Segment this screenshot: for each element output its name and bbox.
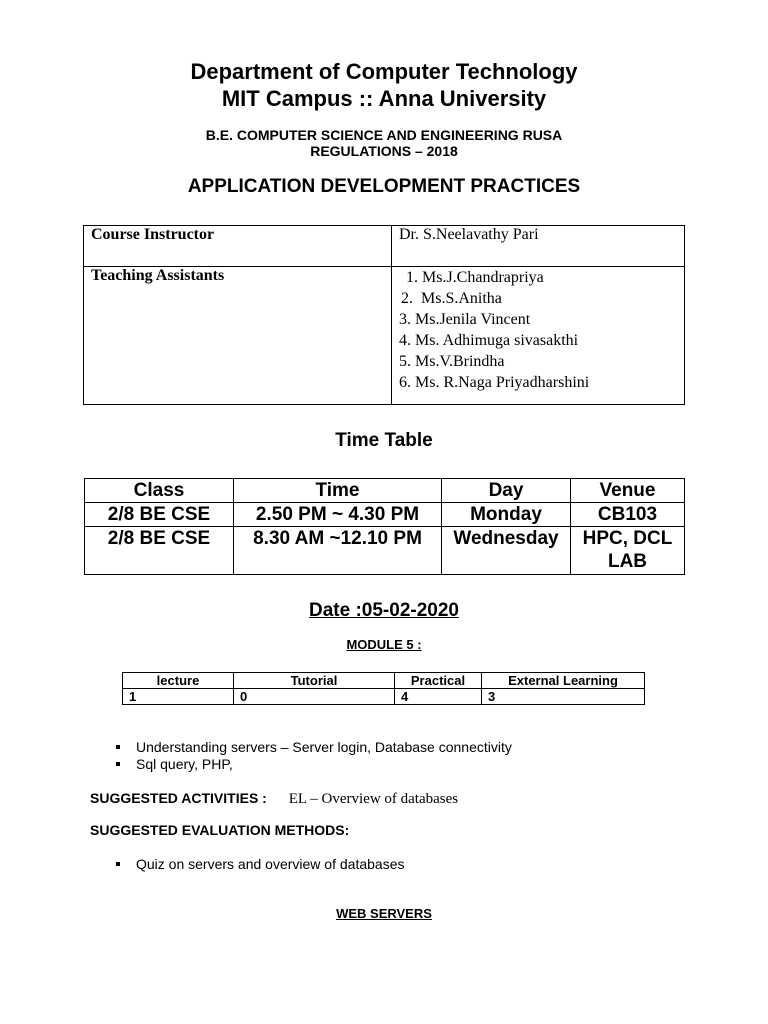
evaluation-text: Quiz on servers and overview of databases <box>136 856 405 872</box>
activities-label: SUGGESTED ACTIVITIES : <box>90 790 267 806</box>
table-cell: CB103 <box>571 503 685 527</box>
ta-item: 3. Ms.Jenila Vincent <box>399 311 531 328</box>
table-cell: 4 <box>395 689 482 705</box>
evaluation-label: SUGGESTED EVALUATION METHODS: <box>90 822 350 838</box>
header-cell: Tutorial <box>234 673 395 689</box>
bullet-icon <box>116 762 120 766</box>
list-item <box>116 856 404 873</box>
header-cell: Venue <box>571 479 685 503</box>
activities-value: EL – Overview of databases <box>288 791 459 807</box>
bullet-icon <box>116 862 120 866</box>
table-cell: 3 <box>482 689 645 705</box>
table-cell: Monday <box>442 503 571 527</box>
ta-label: Teaching Assistants <box>84 267 392 405</box>
instructor-table <box>83 225 685 405</box>
topic-text: Sql query, PHP, <box>136 756 233 772</box>
table-cell: 8.30 AM ~12.10 PM <box>234 527 442 575</box>
table-cell: 2/8 BE CSE <box>85 503 234 527</box>
course-title: APPLICATION DEVELOPMENT PRACTICES <box>187 176 581 197</box>
table-row <box>85 503 685 527</box>
table-row <box>85 527 685 575</box>
bullet-icon <box>116 745 120 749</box>
program-title: B.E. COMPUTER SCIENCE AND ENGINEERING RUSA <box>205 127 563 143</box>
table-cell: 1 <box>123 689 234 705</box>
table-cell: HPC, DCL LAB <box>571 527 685 575</box>
header-cell: Time <box>234 479 442 503</box>
header-cell: Day <box>442 479 571 503</box>
activities-row <box>90 790 458 808</box>
campus-title: MIT Campus :: Anna University <box>221 86 547 111</box>
instructor-label: Course Instructor <box>84 226 392 267</box>
topic-list <box>116 739 512 773</box>
table-row <box>123 689 645 705</box>
ta-item: 6. Ms. R.Naga Priyadharshini <box>399 374 590 391</box>
ta-item: 1. Ms.J.Chandrapriya <box>406 269 544 286</box>
section-heading: WEB SERVERS <box>336 906 432 921</box>
module-title: MODULE 5 : <box>346 637 422 652</box>
instructor-name: Dr. S.Neelavathy Pari <box>392 226 685 267</box>
department-title: Department of Computer Technology <box>190 59 578 84</box>
topic-text: Understanding servers – Server login, Database connectivity <box>136 739 512 755</box>
header-cell: lecture <box>123 673 234 689</box>
ta-item: 2. Ms.S.Anitha <box>401 290 502 307</box>
header-cell: Practical <box>395 673 482 689</box>
list-item <box>116 739 512 756</box>
table-cell: 2/8 BE CSE <box>85 527 234 575</box>
table-header-row <box>85 479 685 503</box>
table-row <box>84 267 685 405</box>
regulations-title: REGULATIONS – 2018 <box>310 143 458 159</box>
table-cell: Wednesday <box>442 527 571 575</box>
module-table <box>122 672 645 705</box>
table-row <box>84 226 685 267</box>
table-cell: 0 <box>234 689 395 705</box>
ta-list <box>392 267 685 405</box>
list-item <box>116 756 512 773</box>
ta-item: 4. Ms. Adhimuga sivasakthi <box>399 332 579 349</box>
ta-item: 5. Ms.V.Brindha <box>399 353 505 370</box>
timetable-title: Time Table <box>335 430 433 451</box>
header-cell: Class <box>85 479 234 503</box>
header-cell: External Learning <box>482 673 645 689</box>
table-cell: 2.50 PM ~ 4.30 PM <box>234 503 442 527</box>
table-header-row <box>123 673 645 689</box>
evaluation-list <box>116 856 404 873</box>
date-heading: Date :05-02-2020 <box>309 600 459 621</box>
timetable <box>84 478 685 575</box>
